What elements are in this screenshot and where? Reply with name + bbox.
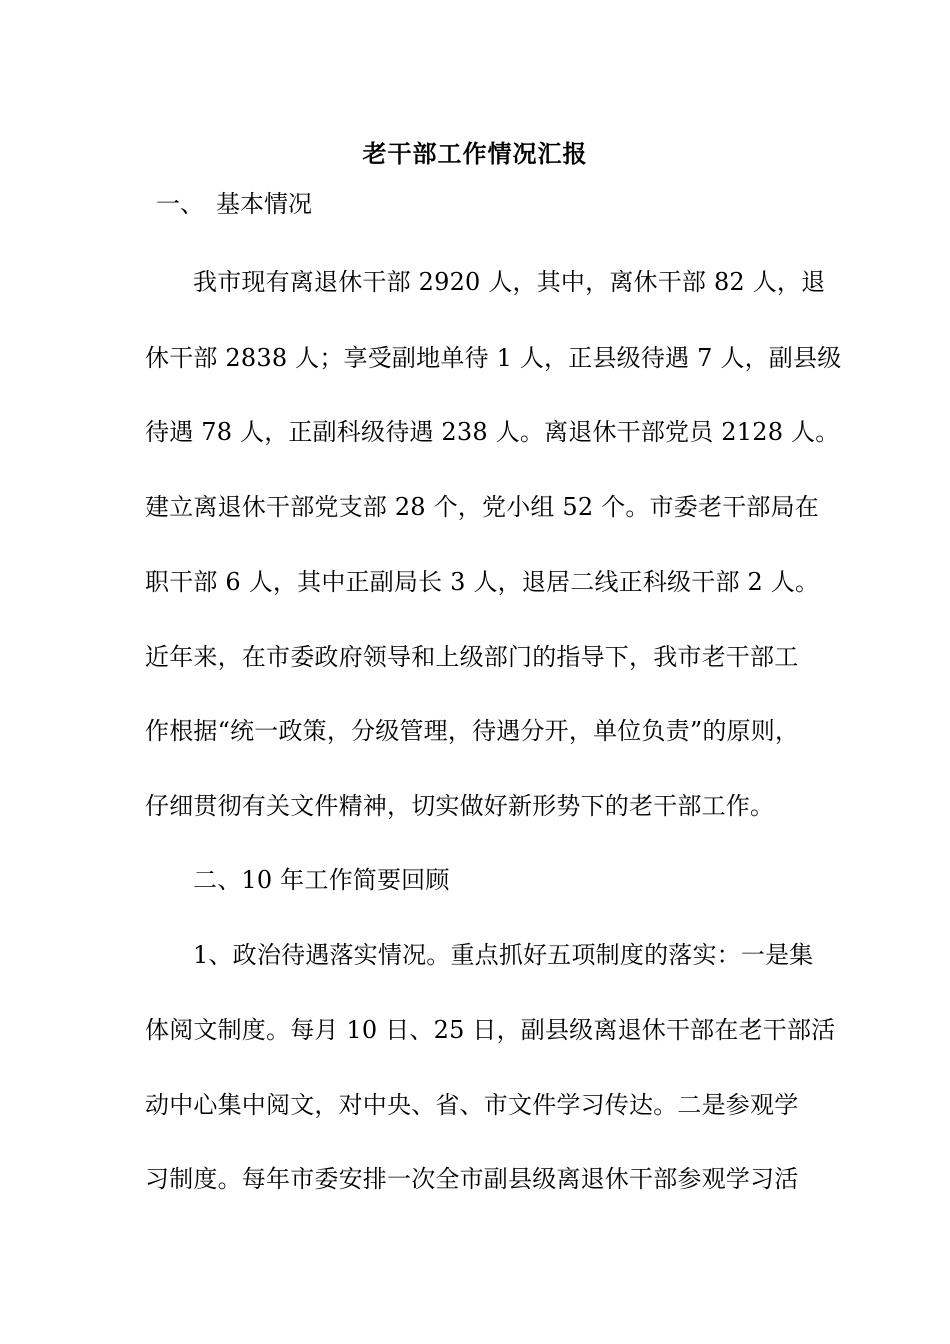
paragraph-line: 建立离退休干部党支部 28 个，党小组 52 个。市委老干部局在: [145, 493, 819, 521]
section-number: 一、: [156, 190, 204, 218]
paragraph-line: 习制度。每年市委安排一次全市副县级离退休干部参观学习活: [145, 1165, 799, 1193]
section-heading-text: 基本情况: [216, 190, 312, 218]
document-title: 老干部工作情况汇报: [362, 139, 588, 168]
section-heading-basic-situation: [156, 184, 312, 219]
paragraph-line: 动中心集中阅文，对中央、省、市文件学习传达。二是参观学: [145, 1091, 799, 1119]
paragraph-line: 1、政治待遇落实情况。重点抓好五项制度的落实：一是集: [193, 941, 814, 969]
paragraph-line: 我市现有离退休干部 2920 人，其中，离休干部 82 人，退: [193, 268, 826, 296]
paragraph-line: 职干部 6 人，其中正副局长 3 人，退居二线正科级干部 2 人。: [145, 568, 820, 596]
section-heading-ten-year-review: 二、10 年工作简要回顾: [193, 866, 450, 894]
paragraph-line: 近年来，在市委政府领导和上级部门的指导下，我市老干部工: [145, 643, 799, 671]
paragraph-line: 体阅文制度。每月 10 日、25 日，副县级离退休干部在老干部活: [145, 1016, 836, 1044]
paragraph-line: 仔细贯彻有关文件精神，切实做好新形势下的老干部工作。: [145, 792, 775, 820]
paragraph-line: 休干部 2838 人；享受副地单待 1 人，正县级待遇 7 人，副县级: [145, 344, 842, 372]
paragraph-line: 待遇 78 人，正副科级待遇 238 人。离退休干部党员 2128 人。: [145, 418, 840, 446]
paragraph-line: 作根据“统一政策，分级管理，待遇分开，单位负责”的原则，: [145, 717, 800, 745]
